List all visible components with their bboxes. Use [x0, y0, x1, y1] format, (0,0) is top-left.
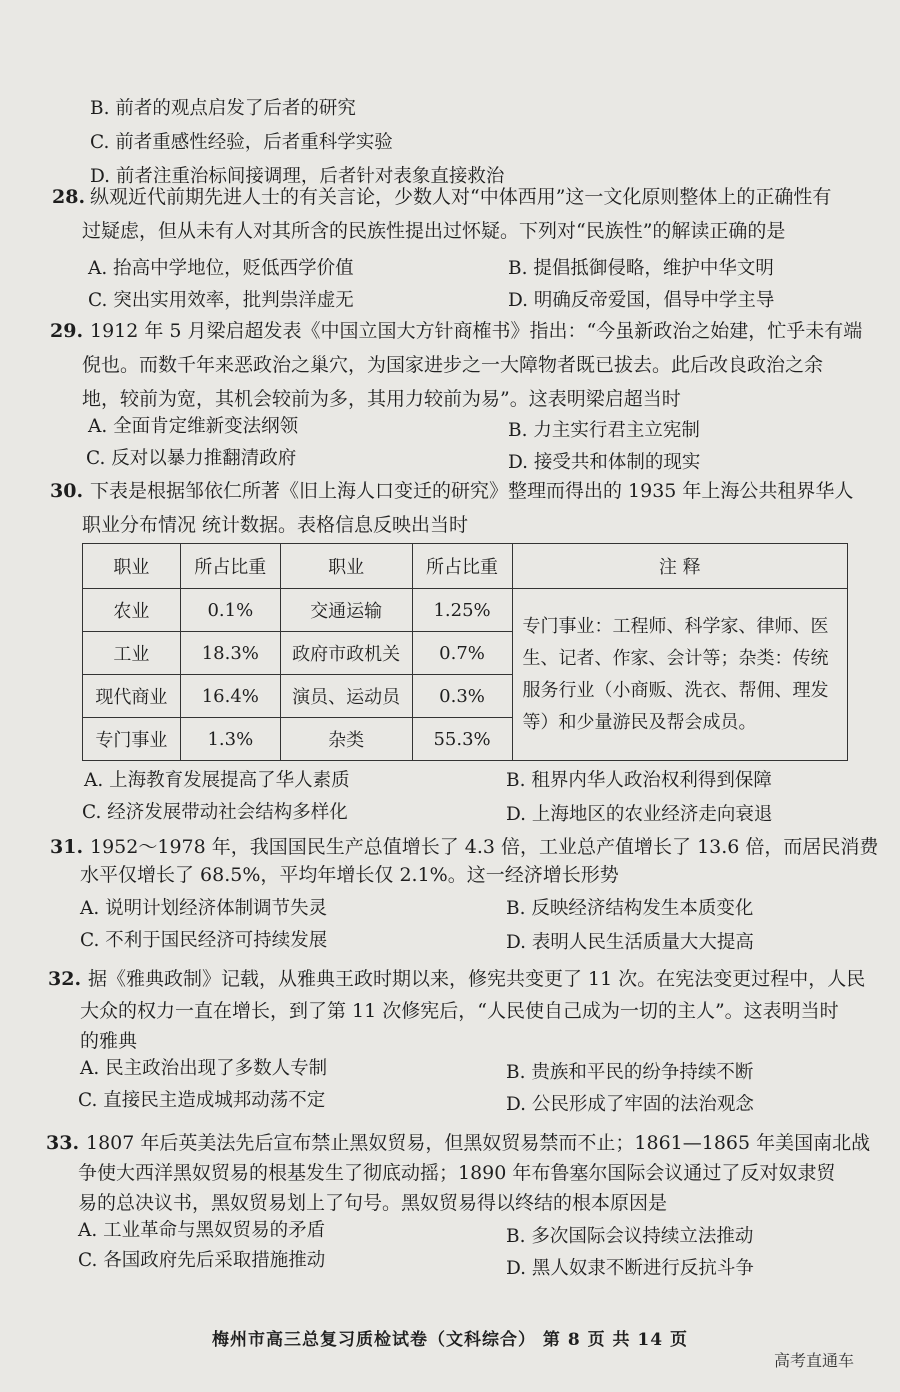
- q28-option-c: C. 突出实用效率，批判祟洋虚无: [88, 290, 354, 311]
- table-cell: 1.25%: [412, 589, 512, 632]
- q33-option-a: A. 工业革命与黑奴贸易的矛盾: [78, 1220, 326, 1241]
- q29-stem-line1: 1912 年 5 月梁启超发表《中国立国大方针商榷书》指出：“今虽新政治之始建，忙乎未有端: [90, 320, 863, 342]
- q27-option-d: D. 前者注重治标间接调理，后者针对表象直接救治: [90, 166, 505, 187]
- q31-number: 31.: [50, 836, 84, 858]
- table-cell: 现代商业: [83, 675, 181, 718]
- q33-stem-line1: 1807 年后英美法先后宣布禁止黑奴贸易，但黑奴贸易禁而不止；1861—1865 年美国南北战: [86, 1132, 871, 1154]
- q28-option-b: B. 提倡抵御侵略，维护中华文明: [508, 258, 774, 279]
- q33-number: 33.: [46, 1132, 80, 1154]
- table-cell: 专门事业: [83, 718, 181, 761]
- q30-option-d: D. 上海地区的农业经济走向衰退: [506, 804, 773, 825]
- q29-option-b: B. 力主实行君主立宪制: [508, 420, 700, 441]
- q32-stem-line3: 的雅典: [80, 1030, 138, 1052]
- table-cell: 18.3%: [180, 632, 280, 675]
- q30-number: 30.: [50, 480, 84, 502]
- q31-option-b: B. 反映经济结构发生本质变化: [506, 898, 754, 919]
- q27-option-b: B. 前者的观点启发了后者的研究: [90, 98, 356, 119]
- q31-stem-line2: 水平仅增长了 68.5%，平均年增长仅 2.1%。这一经济增长形势: [80, 864, 619, 886]
- q33-stem-line3: 易的总决议书，黑奴贸易划上了句号。黑奴贸易得以终结的根本原因是: [78, 1192, 668, 1214]
- table-cell: 农业: [83, 589, 181, 632]
- occupation-table: [82, 543, 848, 761]
- table-row: [83, 589, 848, 632]
- q29-stem-line2: 倪也。而数千年来恶政治之巢穴，为国家进步之一大障物者既已拔去。此后改良政治之余: [82, 354, 824, 376]
- table-cell: 政府市政机关: [280, 632, 412, 675]
- q28-number: 28.: [52, 186, 86, 208]
- table-cell: 交通运输: [280, 589, 412, 632]
- q30-option-a: A. 上海教育发展提高了华人素质: [84, 770, 350, 791]
- q29-number: 29.: [50, 320, 84, 342]
- table-cell: 0.7%: [412, 632, 512, 675]
- q31-option-a: A. 说明计划经济体制调节失灵: [80, 898, 328, 919]
- table-cell: 16.4%: [180, 675, 280, 718]
- q29-option-c: C. 反对以暴力推翻清政府: [86, 448, 297, 469]
- q29-option-d: D. 接受共和体制的现实: [508, 452, 701, 473]
- q29-stem-line3: 地，较前为宽，其机会较前为多，其用力较前为易”。这表明梁启超当时: [82, 388, 681, 410]
- q33-option-d: D. 黑人奴隶不断进行反抗斗争: [506, 1258, 754, 1279]
- brand-watermark: 高考直通车: [774, 1351, 855, 1370]
- table-cell: 演员、运动员: [280, 675, 412, 718]
- header-share-1: 所占比重: [180, 544, 280, 589]
- q33-stem-line2: 争使大西洋黑奴贸易的根基发生了彻底动摇；1890 年布鲁塞尔国际会议通过了反对奴隶贸: [78, 1162, 836, 1184]
- q32-stem-line2: 大众的权力一直在增长，到了第 11 次修宪后，“人民使自己成为一切的主人”。这表明当时: [80, 1000, 839, 1022]
- table-note: 专门事业：工程师、科学家、律师、医生、记者、作家、会计等；杂类：传统服务行业（小商贩、洗衣、帮佣、理发等）和少量游民及帮会成员。: [512, 589, 848, 761]
- q32-option-b: B. 贵族和平民的纷争持续不断: [506, 1062, 754, 1083]
- q30-stem-line1: 下表是根据邹依仁所著《旧上海人口变迁的研究》整理而得出的 1935 年上海公共租界华人: [90, 480, 854, 502]
- q33-option-b: B. 多次国际会议持续立法推动: [506, 1226, 754, 1247]
- table-header-row: [83, 544, 848, 589]
- q32-stem-line1: 据《雅典政制》记载，从雅典王政时期以来，修宪共变更了 11 次。在宪法变更过程中，人民: [88, 968, 866, 990]
- q30-option-b: B. 租界内华人政治权利得到保障: [506, 770, 772, 791]
- q32-number: 32.: [48, 968, 82, 990]
- q32-option-c: C. 直接民主造成城邦动荡不定: [78, 1090, 326, 1111]
- table-cell: 杂类: [280, 718, 412, 761]
- q32-option-d: D. 公民形成了牢固的法治观念: [506, 1094, 754, 1115]
- header-occupation-2: 职业: [280, 544, 412, 589]
- q28-stem-line2: 过疑虑，但从未有人对其所含的民族性提出过怀疑。下列对“民族性”的解读正确的是: [82, 220, 786, 242]
- q28-stem-line1: 纵观近代前期先进人士的有关言论，少数人对“中体西用”这一文化原则整体上的正确性有: [90, 186, 832, 208]
- q28-option-a: A. 抬高中学地位，贬低西学价值: [88, 258, 354, 279]
- table-cell: 0.3%: [412, 675, 512, 718]
- table-cell: 0.1%: [180, 589, 280, 632]
- q31-option-d: D. 表明人民生活质量大大提高: [506, 932, 754, 953]
- q28-option-d: D. 明确反帝爱国，倡导中学主导: [508, 290, 775, 311]
- table-cell: 1.3%: [180, 718, 280, 761]
- table-cell: 工业: [83, 632, 181, 675]
- q32-option-a: A. 民主政治出现了多数人专制: [80, 1058, 328, 1079]
- table-cell: 55.3%: [412, 718, 512, 761]
- page-footer: 梅州市高三总复习质检试卷（文科综合） 第 8 页 共 14 页: [212, 1330, 688, 1350]
- q27-option-c: C. 前者重感性经验，后者重科学实验: [90, 132, 393, 153]
- q33-option-c: C. 各国政府先后采取措施推动: [78, 1250, 326, 1271]
- header-note: 注 释: [512, 544, 848, 589]
- q30-option-c: C. 经济发展带动社会结构多样化: [82, 802, 348, 823]
- q31-option-c: C. 不利于国民经济可持续发展: [80, 930, 328, 951]
- q29-option-a: A. 全面肯定维新变法纲领: [88, 416, 299, 437]
- header-share-2: 所占比重: [412, 544, 512, 589]
- header-occupation-1: 职业: [83, 544, 181, 589]
- q30-stem-line2: 职业分布情况 统计数据。表格信息反映出当时: [82, 514, 469, 536]
- q31-stem-line1: 1952～1978 年，我国国民生产总值增长了 4.3 倍，工业总产值增长了 13.6 倍，而居民消费: [90, 836, 879, 858]
